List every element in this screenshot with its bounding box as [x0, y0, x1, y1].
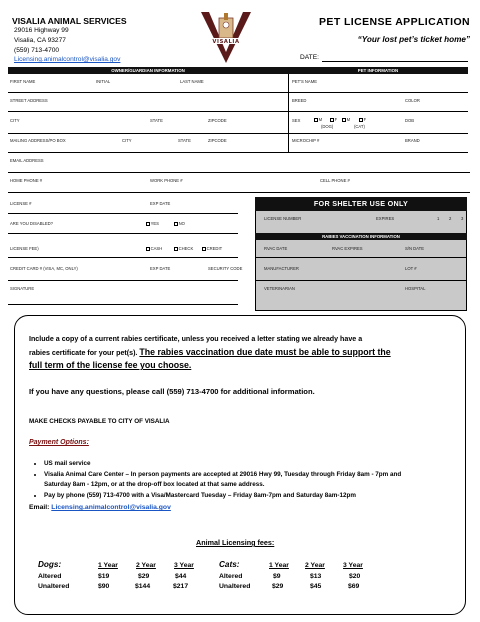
disabled-no-option[interactable]: NO [174, 221, 185, 226]
pet-section-bar: PET INFORMATION [288, 67, 468, 74]
cat-2-year-header: 2 Year [305, 562, 325, 569]
city-label: CITY [10, 118, 20, 123]
cat-female-option[interactable]: F [359, 117, 366, 122]
cat-unaltered-label: Unaltered [219, 583, 251, 590]
license-field[interactable] [8, 213, 238, 214]
dog-3-year-header: 3 Year [174, 562, 194, 569]
cat-altered-3yr: $20 [349, 573, 361, 580]
dog-unaltered-1yr: $90 [98, 583, 110, 590]
dog-female-option[interactable]: F [330, 117, 337, 122]
cat-male-checkbox[interactable] [342, 118, 346, 122]
mailing-address-field[interactable] [8, 152, 288, 153]
last-name-label: LAST NAME [180, 79, 204, 84]
initial-label: INITIAL [96, 79, 111, 84]
mailing-city-label: CITY [122, 138, 132, 143]
color-label: COLOR [405, 98, 420, 103]
rabies-section-bar: RABIES VACCINATION INFORMATION [255, 233, 467, 240]
dog-altered-3yr: $44 [175, 573, 187, 580]
dog-label: (DOG) [321, 124, 334, 129]
cat-unaltered-1yr: $29 [272, 583, 284, 590]
city-state-zip-field[interactable] [8, 133, 288, 134]
mailing-address-label: MAILING ADDRESS/PO BOX [10, 138, 66, 143]
sn-date-label: S/N DATE [405, 246, 425, 251]
term-3-label: 3 [461, 216, 464, 221]
questions-note: If you have any questions, please call (559) 713-4700 for additional information. [29, 387, 315, 396]
dog-2-year-header: 2 Year [136, 562, 156, 569]
rabies-note-line1: Include a copy of a current rabies certificate, unless you received a letter stating we already have a [29, 335, 363, 343]
dog-altered-1yr: $19 [98, 573, 110, 580]
mailing-state-label: STATE [178, 138, 191, 143]
breed-label: BREED [292, 98, 307, 103]
shelter-license-label: LICENSE NUMBER [264, 216, 302, 221]
org-email-link[interactable]: Licensing.animalcontrol@visalia.gov [14, 56, 121, 63]
brand-label: BRAND [405, 138, 420, 143]
disabled-label: ARE YOU DISABLED? [10, 221, 53, 226]
shelter-expires-label: EXPIRES [376, 216, 395, 221]
work-phone-label: WORK PHONE # [150, 178, 183, 183]
pet-name-field[interactable] [288, 92, 468, 93]
cat-altered-2yr: $13 [310, 573, 322, 580]
owner-section-bar: OWNER/GUARDIAN INFORMATION [8, 67, 288, 74]
cat-altered-label: Altered [219, 573, 243, 580]
rvac-date-label: RVAC DATE [264, 246, 288, 251]
home-phone-label: HOME PHONE # [10, 178, 43, 183]
logo-text: VISALIA [212, 39, 240, 45]
microchip-brand-field[interactable] [288, 152, 468, 153]
dog-male-option[interactable]: M [314, 117, 322, 122]
term-1-label: 1 [437, 216, 440, 221]
org-name: VISALIA ANIMAL SERVICES [12, 16, 127, 26]
cat-3-year-header: 3 Year [343, 562, 363, 569]
visalia-logo [199, 8, 253, 64]
signature-field[interactable] [8, 304, 238, 305]
payment-option-in-person: • Visalia Animal Care Center – In person payments are accepted at 29016 Hwy 99, Tuesday through Friday 8am - 7pm and Saturday 8am - 12pm, or at the drop-off box located at that same address. [44, 470, 454, 491]
sex-dob-field[interactable] [288, 133, 468, 134]
disabled-yes-option[interactable]: YES [146, 221, 159, 226]
dog-altered-2yr: $29 [138, 573, 150, 580]
sex-label: SEX [292, 118, 301, 123]
dob-label: DOB [405, 118, 415, 123]
dog-unaltered-label: Unaltered [38, 583, 70, 590]
checks-payable-note: MAKE CHECKS PAYABLE TO CITY OF VISALIA [29, 418, 170, 425]
fees-title: Animal Licensing fees: [196, 538, 275, 547]
cat-unaltered-2yr: $45 [310, 583, 322, 590]
divider [8, 233, 238, 234]
credit-card-field[interactable] [8, 280, 238, 281]
breed-color-field[interactable] [288, 111, 468, 112]
divider [8, 257, 238, 258]
dog-unaltered-2yr: $144 [135, 583, 151, 590]
payment-options-list [44, 459, 454, 501]
email-address-field[interactable] [8, 172, 470, 173]
no-checkbox[interactable] [174, 222, 178, 226]
credit-card-label: CREDIT CARD # (VISA, MC, ONLY) [10, 266, 78, 271]
date-field[interactable] [322, 61, 468, 62]
dog-altered-label: Altered [38, 573, 62, 580]
manufacturer-field[interactable] [255, 280, 467, 281]
dog-unaltered-3yr: $217 [173, 583, 189, 590]
cash-option[interactable]: CASH [146, 246, 162, 251]
email-line: Email: Licensing.animalcontrol@visalia.gov [29, 504, 171, 511]
street-address-label: STREET ADDRESS [10, 98, 48, 103]
dogs-heading: Dogs: [38, 560, 62, 569]
cat-male-option[interactable]: M [342, 117, 350, 122]
shelter-use-box [255, 197, 467, 311]
org-address-line2: Visalia, CA 93277 [14, 37, 66, 44]
page-subtitle: “Your lost pet’s ticket home” [357, 35, 470, 44]
state-label: STATE [150, 118, 163, 123]
check-option[interactable]: CHECK [174, 246, 193, 251]
license-fee-label: LICENSE FEE) [10, 246, 39, 251]
rabies-note-line3: full term of the license fee you choose. [29, 360, 192, 370]
first-name-label: FIRST NAME [10, 79, 36, 84]
payment-option-phone: • Pay by phone (559) 713-4700 with a Visa/Mastercard Tuesday – Friday 8am-7pm and Saturday 8am-12pm [44, 491, 454, 502]
cat-unaltered-3yr: $69 [348, 583, 360, 590]
payment-option-mail: • US mail service [44, 459, 454, 470]
term-2-label: 2 [449, 216, 452, 221]
manufacturer-label: MANUFACTURER [264, 266, 299, 271]
cash-checkbox[interactable] [146, 247, 150, 251]
lot-label: LOT # [405, 266, 417, 271]
mailing-zipcode-label: ZIPCODE [208, 138, 227, 143]
cats-heading: Cats: [219, 560, 240, 569]
dog-male-checkbox[interactable] [314, 118, 318, 122]
org-phone: (559) 713-4700 [14, 47, 60, 54]
veterinarian-label: VETERINARIAN [264, 286, 295, 291]
licensing-email-link[interactable]: Licensing.animalcontrol@visalia.gov [51, 504, 171, 511]
org-address-line1: 29016 Highway 99 [14, 27, 69, 34]
cell-phone-label: CELL PHONE # [320, 178, 350, 183]
cat-label: (CAT) [354, 124, 365, 129]
phone-field[interactable] [8, 192, 470, 193]
pet-name-label: PET'S NAME [292, 79, 317, 84]
rabies-note-line2: rabies certificate for your pet(s). The rabies vaccination due date must be able to support the [29, 347, 391, 357]
license-number-label: LICENSE # [10, 201, 32, 206]
payment-options-title: Payment Options: [29, 439, 89, 446]
yes-checkbox[interactable] [146, 222, 150, 226]
email-address-label: EMAIL ADDRESS [10, 158, 44, 163]
hospital-label: HOSPITAL [405, 286, 426, 291]
cat-female-checkbox[interactable] [359, 118, 363, 122]
date-label: DATE: [300, 54, 319, 61]
dog-female-checkbox[interactable] [330, 118, 334, 122]
card-exp-date-label: EXP DATE [150, 266, 171, 271]
page-title: PET LICENSE APPLICATION [319, 16, 470, 28]
security-code-label: SECURITY CODE [208, 266, 243, 271]
signature-label: SIGNATURE [10, 286, 35, 291]
cat-1-year-header: 1 Year [269, 562, 289, 569]
microchip-label: MICROCHIP # [292, 138, 320, 143]
rvac-expires-label: RVAC EXPIRES [332, 246, 363, 251]
exp-date-label: EXP DATE [150, 201, 171, 206]
credit-option[interactable]: CREDIT [202, 246, 222, 251]
shelter-use-title: FOR SHELTER USE ONLY [255, 197, 467, 211]
column-divider [288, 74, 289, 152]
zipcode-label: ZIPCODE [208, 118, 227, 123]
rvac-field[interactable] [255, 257, 467, 258]
name-field[interactable] [8, 92, 288, 93]
dog-1-year-header: 1 Year [98, 562, 118, 569]
credit-checkbox[interactable] [202, 247, 206, 251]
street-address-field[interactable] [8, 111, 288, 112]
check-checkbox[interactable] [174, 247, 178, 251]
cat-altered-1yr: $9 [273, 573, 281, 580]
